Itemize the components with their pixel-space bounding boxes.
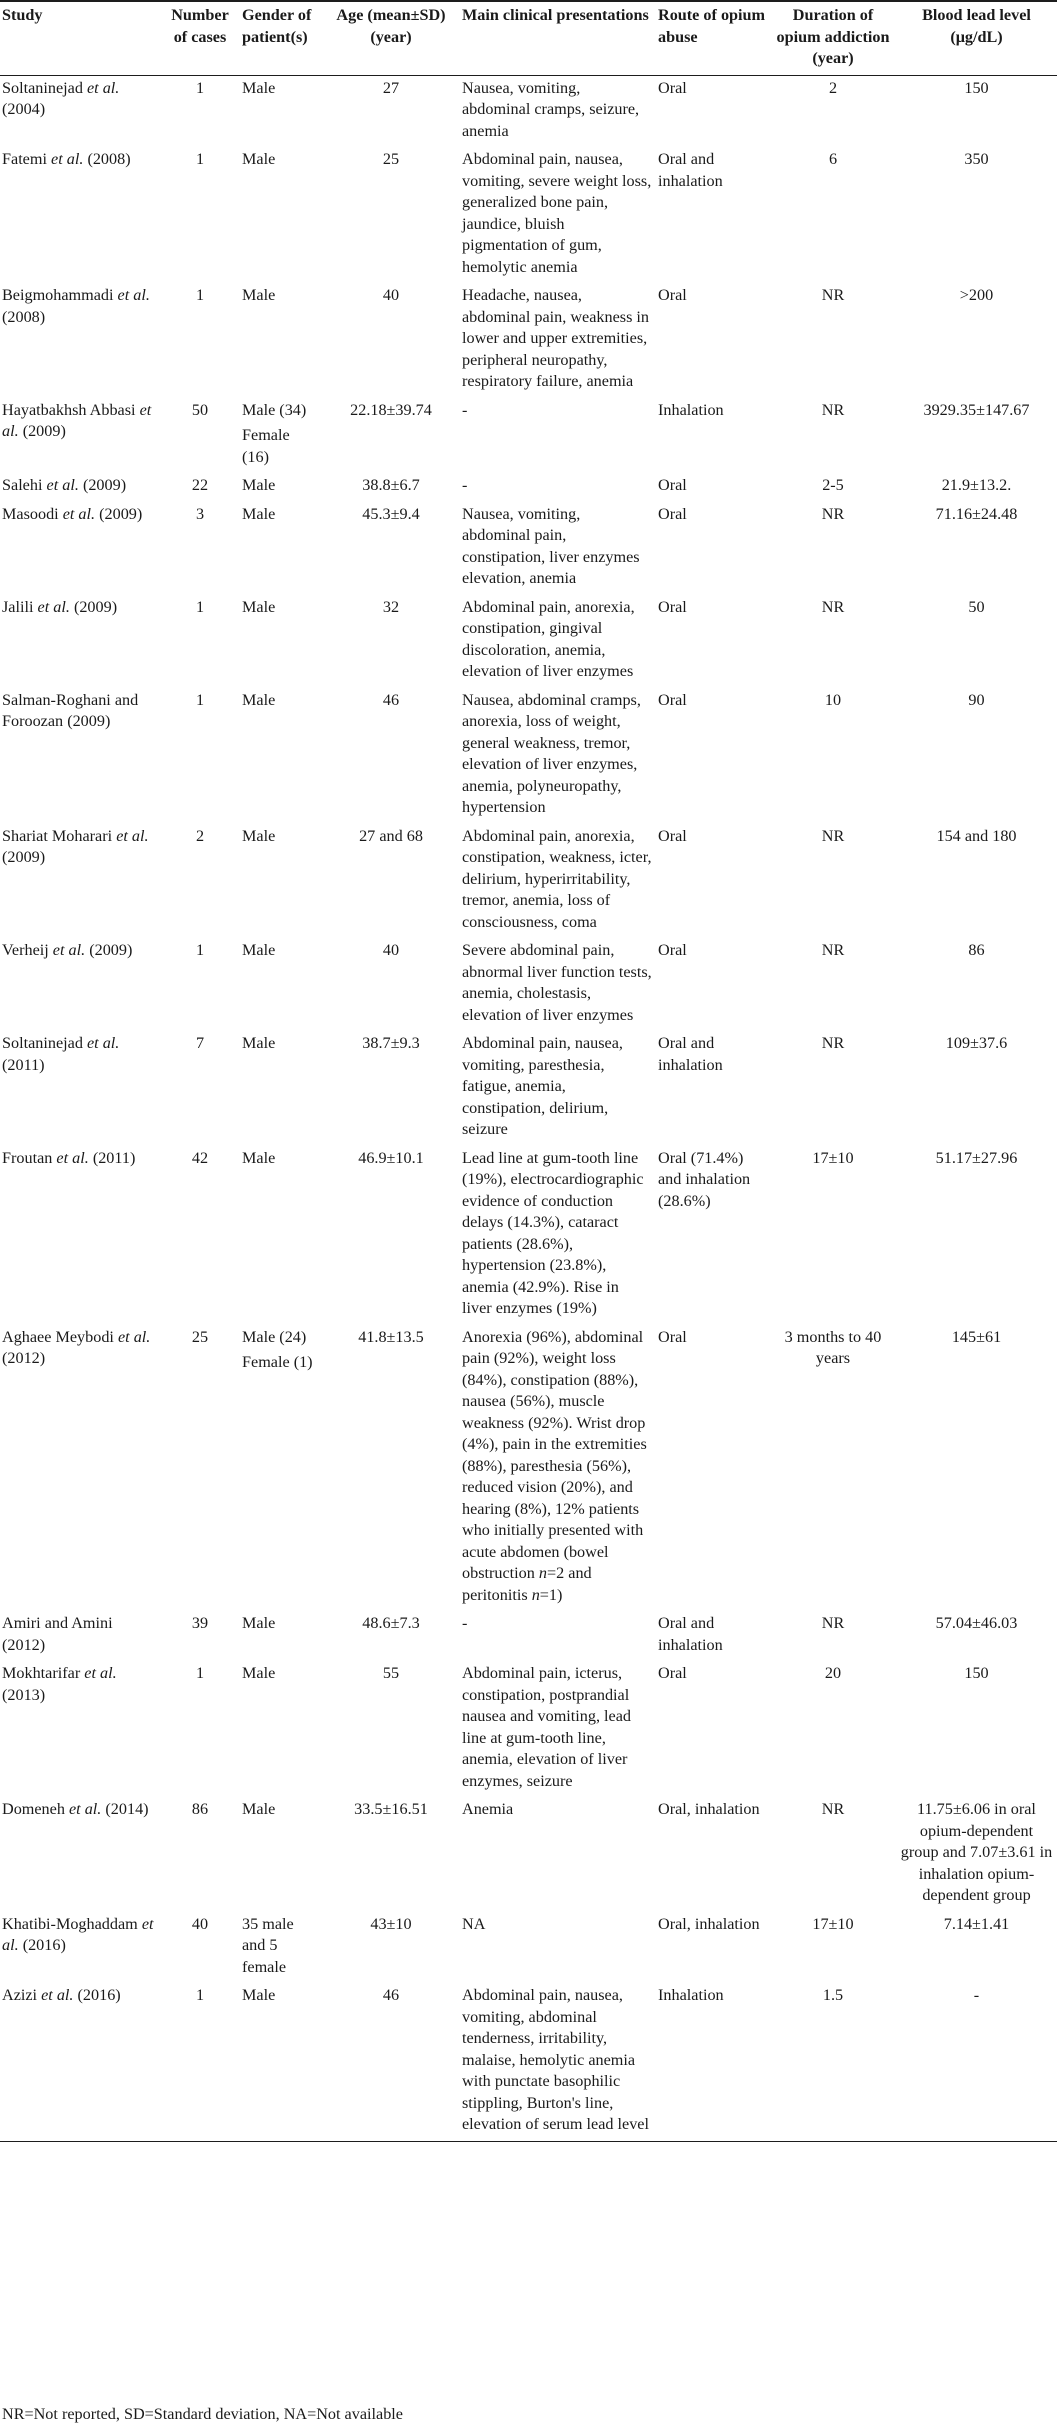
cases-cell: 1 <box>195 286 205 304</box>
gender-value: Male <box>242 1034 276 1052</box>
age-cell: 46.9±10.1 <box>358 1148 424 1167</box>
study-author: Beigmohammadi <box>2 286 114 304</box>
route-cell: Oral (71.4%) and inhalation (28.6%) <box>658 1148 751 1210</box>
study-year: (2016) <box>22 1936 66 1954</box>
study-author: Soltaninejad <box>2 1034 83 1052</box>
duration-cell: NR <box>821 597 845 616</box>
duration-cell: NR <box>821 1614 845 1632</box>
lead-cell: >200 <box>959 286 994 304</box>
route-cell: Inhalation <box>658 1986 724 2004</box>
lead-cell: 86 <box>968 941 985 959</box>
study-etal: et al. <box>117 1327 151 1346</box>
duration-cell: 1.5 <box>822 1986 844 2004</box>
gender-value-2: Female (1) <box>242 1353 313 1371</box>
study-cell <box>0 938 161 1031</box>
table-row <box>0 75 1057 147</box>
gender-value-2: Female (16) <box>242 426 290 466</box>
presentations-text: Abdominal pain, nausea, vomiting, abdominal tenderness, irritability, malaise, hemolytic anemia with punctate basophilic stippling, Burton's line, elevation of serum lead level <box>462 1986 649 2133</box>
presentations-text: Abdominal pain, anorexia, constipation, weakness, icter, delirium, hyperirritability, tremor, anemia, loss of consciousness, coma <box>462 826 652 931</box>
duration-cell: 20 <box>824 1664 842 1682</box>
duration-cell: 17±10 <box>812 1914 854 1933</box>
cases-cell: 39 <box>191 1614 209 1632</box>
presentations-text: Nausea, vomiting, abdominal pain, constipation, liver enzymes elevation, anemia <box>462 504 640 587</box>
table-row <box>0 938 1057 1031</box>
study-year: (2013) <box>2 1685 46 1704</box>
lead-cell: 21.9±13.2. <box>941 476 1012 494</box>
presentations-text: Nausea, abdominal cramps, anorexia, loss of weight, general weakness, tremor, elevation of liver enzymes, anemia, polyneuropathy, hypertension <box>462 690 641 816</box>
study-year: (2004) <box>2 100 46 118</box>
cases-cell: 2 <box>195 826 205 845</box>
table-footnote: NR=Not reported, SD=Standard deviation, NA=Not available <box>2 2405 403 2423</box>
gender-cell <box>239 595 323 688</box>
study-author: Verheij <box>2 941 49 959</box>
study-author: Froutan <box>2 1148 53 1167</box>
study-cell <box>0 1611 161 1661</box>
presentations-text: Anorexia (96%), abdominal pain (92%), weight loss (84%), constipation (88%), nausea (56%), muscle weakness (92%). Wrist drop (4%), pain in the extremities (88%), paresthesia (56%), reduced vision (20%), and hearing (8%), 12% patients who initially presented with acute abdomen (bowel obstruction n=2 and peritonitis n=1) <box>462 1327 647 1604</box>
study-cell <box>0 1325 161 1612</box>
age-cell: 43±10 <box>370 1914 412 1933</box>
study-year: (2009) <box>2 848 46 866</box>
duration-cell: NR <box>821 286 845 304</box>
presentations-cell <box>459 1797 655 1912</box>
cases-cell: 25 <box>191 1327 209 1346</box>
presentations-cell <box>459 938 655 1031</box>
gender-value: Male <box>242 941 276 959</box>
presentations-text: - <box>462 476 468 494</box>
presentations-text: Abdominal pain, icterus, constipation, postprandial nausea and vomiting, lead line at gum-tooth line, anemia, elevation of liver enzymes, seizure <box>462 1664 632 1790</box>
lead-cell: 350 <box>964 150 989 168</box>
study-year: (2014) <box>105 1800 149 1818</box>
route-cell: Oral and inhalation <box>658 150 723 190</box>
table-row <box>0 1611 1057 1661</box>
gender-cell <box>239 824 323 939</box>
study-year: (2009) <box>67 712 111 730</box>
lead-cell: 150 <box>964 1664 989 1682</box>
cases-cell: 1 <box>195 690 205 709</box>
study-author: Salman-Roghani and Foroozan <box>2 690 139 730</box>
study-author: Azizi <box>2 1986 38 2004</box>
study-etal: et al. <box>56 1148 89 1167</box>
study-author: Masoodi <box>2 504 59 523</box>
gender-value: Male (34) <box>242 400 307 419</box>
header-duration: Duration of opium addiction (year) <box>776 6 890 67</box>
gender-value: Male <box>242 1614 276 1632</box>
study-cell <box>0 1146 161 1325</box>
lead-cell: 109±37.6 <box>945 1034 1008 1052</box>
table-row <box>0 473 1057 502</box>
study-year: (2012) <box>2 1635 46 1654</box>
cases-cell: 1 <box>195 1664 205 1682</box>
study-year: (2009) <box>22 422 66 440</box>
study-cell <box>0 1797 161 1912</box>
study-author: Hayatbakhsh Abbasi <box>2 400 136 419</box>
duration-cell: 3 months to 40 years <box>784 1327 882 1367</box>
gender-cell <box>239 1912 323 1984</box>
route-cell: Oral, inhalation <box>658 1800 760 1818</box>
study-year: (2008) <box>2 307 46 326</box>
lead-cell: 154 and 180 <box>936 826 1017 845</box>
table-row <box>0 1325 1057 1612</box>
gender-cell <box>239 147 323 283</box>
age-cell: 22.18±39.74 <box>350 400 432 419</box>
route-cell: Oral <box>658 504 687 523</box>
age-cell: 40 <box>382 286 400 304</box>
study-year: (2009) <box>99 504 143 523</box>
route-cell: Oral <box>658 286 687 304</box>
cases-cell: 1 <box>195 150 205 168</box>
study-year: (2008) <box>87 150 131 168</box>
table-row <box>0 688 1057 824</box>
gender-value: Male (24) <box>242 1327 307 1346</box>
presentations-text: Abdominal pain, nausea, vomiting, paresthesia, fatigue, anemia, constipation, delirium, seizure <box>462 1034 623 1138</box>
gender-cell <box>239 1661 323 1797</box>
gender-value: Male <box>242 286 276 304</box>
route-cell: Oral <box>658 597 687 616</box>
table-row <box>0 1031 1057 1146</box>
study-cell <box>0 147 161 283</box>
lead-cell: 11.75±6.06 in oral opium-dependent group and 7.07±3.61 in inhalation opium-dependent group <box>900 1800 1053 1904</box>
age-cell: 38.8±6.7 <box>362 476 420 494</box>
duration-cell: NR <box>821 1034 845 1052</box>
age-cell: 27 and 68 <box>359 826 423 845</box>
presentations-text: Anemia <box>462 1800 514 1818</box>
study-cell <box>0 595 161 688</box>
age-cell: 25 <box>382 150 400 168</box>
route-cell: Oral <box>658 826 687 845</box>
age-cell: 27 <box>382 78 400 97</box>
cases-cell: 1 <box>195 1986 205 2004</box>
table-row <box>0 824 1057 939</box>
header-age: Age (mean±SD) (year) <box>336 6 446 46</box>
cases-cell: 1 <box>195 597 205 616</box>
lead-cell: 50 <box>968 597 985 616</box>
age-cell: 40 <box>382 941 400 959</box>
table-row <box>0 283 1057 398</box>
table-body <box>0 75 1057 2141</box>
table-row <box>0 1912 1057 1984</box>
study-etal: et al. <box>68 1800 102 1818</box>
presentations-text: Lead line at gum-tooth line (19%), electrocardiographic evidence of conduction delays (14.3%), cataract patients (28.6%), hypertension (23.8%), anemia (42.9%). Rise in liver enzymes (19%) <box>462 1148 644 1317</box>
study-etal: et al. <box>62 504 96 523</box>
lead-cell: 57.04±46.03 <box>935 1614 1018 1632</box>
duration-cell: NR <box>821 400 845 419</box>
study-etal: et al. <box>86 78 120 97</box>
duration-cell: 10 <box>824 690 842 709</box>
gender-cell <box>239 1031 323 1146</box>
study-year: (2011) <box>2 1055 45 1074</box>
duration-cell: 6 <box>828 150 838 168</box>
study-cell <box>0 502 161 595</box>
study-cell <box>0 1983 161 2141</box>
study-cell <box>0 1031 161 1146</box>
lead-cell: 150 <box>964 78 989 97</box>
presentations-cell <box>459 1912 655 1984</box>
gender-value: Male <box>242 826 276 845</box>
study-cell <box>0 283 161 398</box>
presentations-text: - <box>462 400 468 419</box>
gender-value: Male <box>242 476 276 494</box>
study-cell <box>0 688 161 824</box>
study-etal: et al. <box>2 1914 154 1954</box>
lead-cell: 51.17±27.96 <box>935 1148 1018 1167</box>
study-etal: et al. <box>117 286 150 304</box>
cases-cell: 86 <box>191 1800 209 1818</box>
study-cell <box>0 1912 161 1984</box>
table-row <box>0 1983 1057 2141</box>
study-author: Khatibi-Moghaddam <box>2 1914 138 1933</box>
header-route: Route of opium abuse <box>658 6 766 46</box>
study-year: (2016) <box>77 1986 121 2004</box>
cases-cell: 1 <box>195 78 205 97</box>
study-etal: et al. <box>52 941 86 959</box>
presentations-cell <box>459 75 655 147</box>
presentations-cell <box>459 398 655 474</box>
study-author: Soltaninejad <box>2 78 83 97</box>
gender-cell <box>239 398 323 474</box>
study-cell <box>0 398 161 474</box>
presentations-cell <box>459 1146 655 1325</box>
age-cell: 32 <box>382 597 400 616</box>
study-author: Domeneh <box>2 1800 65 1818</box>
presentations-text: Abdominal pain, anorexia, constipation, gingival discoloration, anemia, elevation of liver enzymes <box>462 597 635 680</box>
gender-cell <box>239 502 323 595</box>
route-cell: Oral <box>658 78 687 97</box>
presentations-text: Abdominal pain, nausea, vomiting, severe weight loss, generalized bone pain, jaundice, bluish pigmentation of gum, hemolytic anemia <box>462 150 652 276</box>
study-author: Aghaee Meybodi <box>2 1327 114 1346</box>
table-row <box>0 147 1057 283</box>
gender-cell <box>239 938 323 1031</box>
presentations-text: Headache, nausea, abdominal pain, weakness in lower and upper extremities, peripheral neuropathy, respiratory failure, anemia <box>462 286 650 390</box>
study-cell <box>0 473 161 502</box>
study-author: Salehi <box>2 476 43 494</box>
gender-value: Male <box>242 1986 276 2004</box>
presentations-text: Nausea, vomiting, abdominal cramps, seizure, anemia <box>462 78 640 140</box>
route-cell: Inhalation <box>658 400 724 419</box>
study-cell <box>0 1661 161 1797</box>
table-row <box>0 1797 1057 1912</box>
gender-value: Male <box>242 150 276 168</box>
duration-cell: NR <box>821 504 845 523</box>
duration-cell: 2 <box>828 78 838 97</box>
header-lead: Blood lead level (μg/dL) <box>922 6 1031 46</box>
study-etal: et al. <box>86 1034 120 1052</box>
study-author: Mokhtarifar <box>2 1664 81 1682</box>
gender-cell <box>239 1983 323 2141</box>
study-year: (2009) <box>82 476 127 494</box>
gender-value: Male <box>242 1800 276 1818</box>
route-cell: Oral <box>658 690 687 709</box>
study-etal: et al. <box>46 476 79 494</box>
route-cell: Oral and inhalation <box>658 1614 723 1654</box>
presentations-cell <box>459 824 655 939</box>
study-author: Shariat Moharari <box>2 826 113 845</box>
presentations-cell <box>459 147 655 283</box>
presentations-cell <box>459 1031 655 1146</box>
lead-cell: 71.16±24.48 <box>935 504 1018 523</box>
duration-cell: NR <box>821 826 845 845</box>
cases-cell: 22 <box>191 476 209 494</box>
study-author: Jalili <box>2 597 34 616</box>
presentations-cell <box>459 1983 655 2141</box>
lead-cell: 145±61 <box>951 1327 1002 1346</box>
table-row <box>0 398 1057 474</box>
duration-cell: NR <box>821 941 845 959</box>
gender-value: 35 male and 5 female <box>242 1914 294 1976</box>
gender-cell <box>239 1611 323 1661</box>
presentations-cell <box>459 1325 655 1612</box>
duration-cell: 2-5 <box>822 476 844 494</box>
header-row <box>0 1 1057 75</box>
presentations-cell <box>459 1661 655 1797</box>
gender-value: Male <box>242 1664 276 1682</box>
lead-cell: - <box>973 1986 980 2004</box>
route-cell: Oral <box>658 941 687 959</box>
age-cell: 45.3±9.4 <box>362 504 420 523</box>
route-cell: Oral <box>658 1327 687 1346</box>
cases-cell: 7 <box>195 1034 205 1052</box>
age-cell: 48.6±7.3 <box>362 1614 420 1632</box>
presentations-cell <box>459 688 655 824</box>
gender-cell <box>239 75 323 147</box>
route-cell: Oral <box>658 1664 687 1682</box>
presentations-text: NA <box>462 1914 486 1933</box>
table-row <box>0 1146 1057 1325</box>
age-cell: 46 <box>382 690 400 709</box>
gender-cell <box>239 473 323 502</box>
study-cell <box>0 75 161 147</box>
presentations-text: - <box>462 1614 468 1632</box>
presentations-cell <box>459 595 655 688</box>
presentations-cell <box>459 502 655 595</box>
age-cell: 46 <box>382 1986 400 2004</box>
lead-cell: 7.14±1.41 <box>943 1914 1010 1933</box>
age-cell: 55 <box>382 1664 400 1682</box>
gender-cell <box>239 688 323 824</box>
presentations-cell <box>459 473 655 502</box>
route-cell: Oral and inhalation <box>658 1034 723 1074</box>
gender-cell <box>239 1325 323 1612</box>
cases-cell: 1 <box>195 941 205 959</box>
study-etal: et al. <box>84 1664 117 1682</box>
gender-cell <box>239 283 323 398</box>
header-cases: Number of cases <box>171 6 229 46</box>
presentations-cell <box>459 283 655 398</box>
cases-cell: 40 <box>191 1914 209 1933</box>
study-cell <box>0 824 161 939</box>
age-cell: 33.5±16.51 <box>354 1800 428 1818</box>
cases-cell: 3 <box>195 504 205 523</box>
study-etal: et al. <box>37 597 70 616</box>
gender-value: Male <box>242 504 276 523</box>
table-row <box>0 595 1057 688</box>
cases-cell: 50 <box>191 400 209 419</box>
route-cell: Oral, inhalation <box>658 1914 760 1933</box>
duration-cell: 17±10 <box>812 1148 854 1167</box>
header-presentations: Main clinical presentations <box>462 6 649 24</box>
study-author: Amiri and Amini <box>2 1614 113 1632</box>
gender-cell <box>239 1797 323 1912</box>
study-etal: et al. <box>51 150 84 168</box>
study-etal: et al. <box>41 1986 74 2004</box>
duration-cell: NR <box>821 1800 845 1818</box>
study-author: Fatemi <box>2 150 47 168</box>
gender-value: Male <box>242 597 276 616</box>
gender-value: Male <box>242 78 276 97</box>
cases-cell: 42 <box>191 1148 209 1167</box>
lead-cell: 90 <box>968 690 985 709</box>
study-etal: et al. <box>116 826 149 845</box>
study-etal: et al. <box>2 400 152 440</box>
study-year: (2009) <box>73 597 118 616</box>
presentations-text: Severe abdominal pain, abnormal liver function tests, anemia, cholestasis, elevation of liver enzymes <box>462 941 652 1024</box>
gender-value: Male <box>242 1148 276 1167</box>
study-year: (2009) <box>89 941 133 959</box>
gender-value: Male <box>242 690 276 709</box>
presentations-cell <box>459 1611 655 1661</box>
study-year: (2011) <box>92 1148 136 1167</box>
age-cell: 41.8±13.5 <box>358 1327 424 1346</box>
lead-cell: 3929.35±147.67 <box>923 400 1030 419</box>
study-year: (2012) <box>2 1349 46 1367</box>
age-cell: 38.7±9.3 <box>362 1034 420 1052</box>
table-row <box>0 1661 1057 1797</box>
route-cell: Oral <box>658 476 687 494</box>
table-row <box>0 502 1057 595</box>
header-gender: Gender of patient(s) <box>242 6 312 46</box>
header-study: Study <box>2 6 43 24</box>
gender-cell <box>239 1146 323 1325</box>
